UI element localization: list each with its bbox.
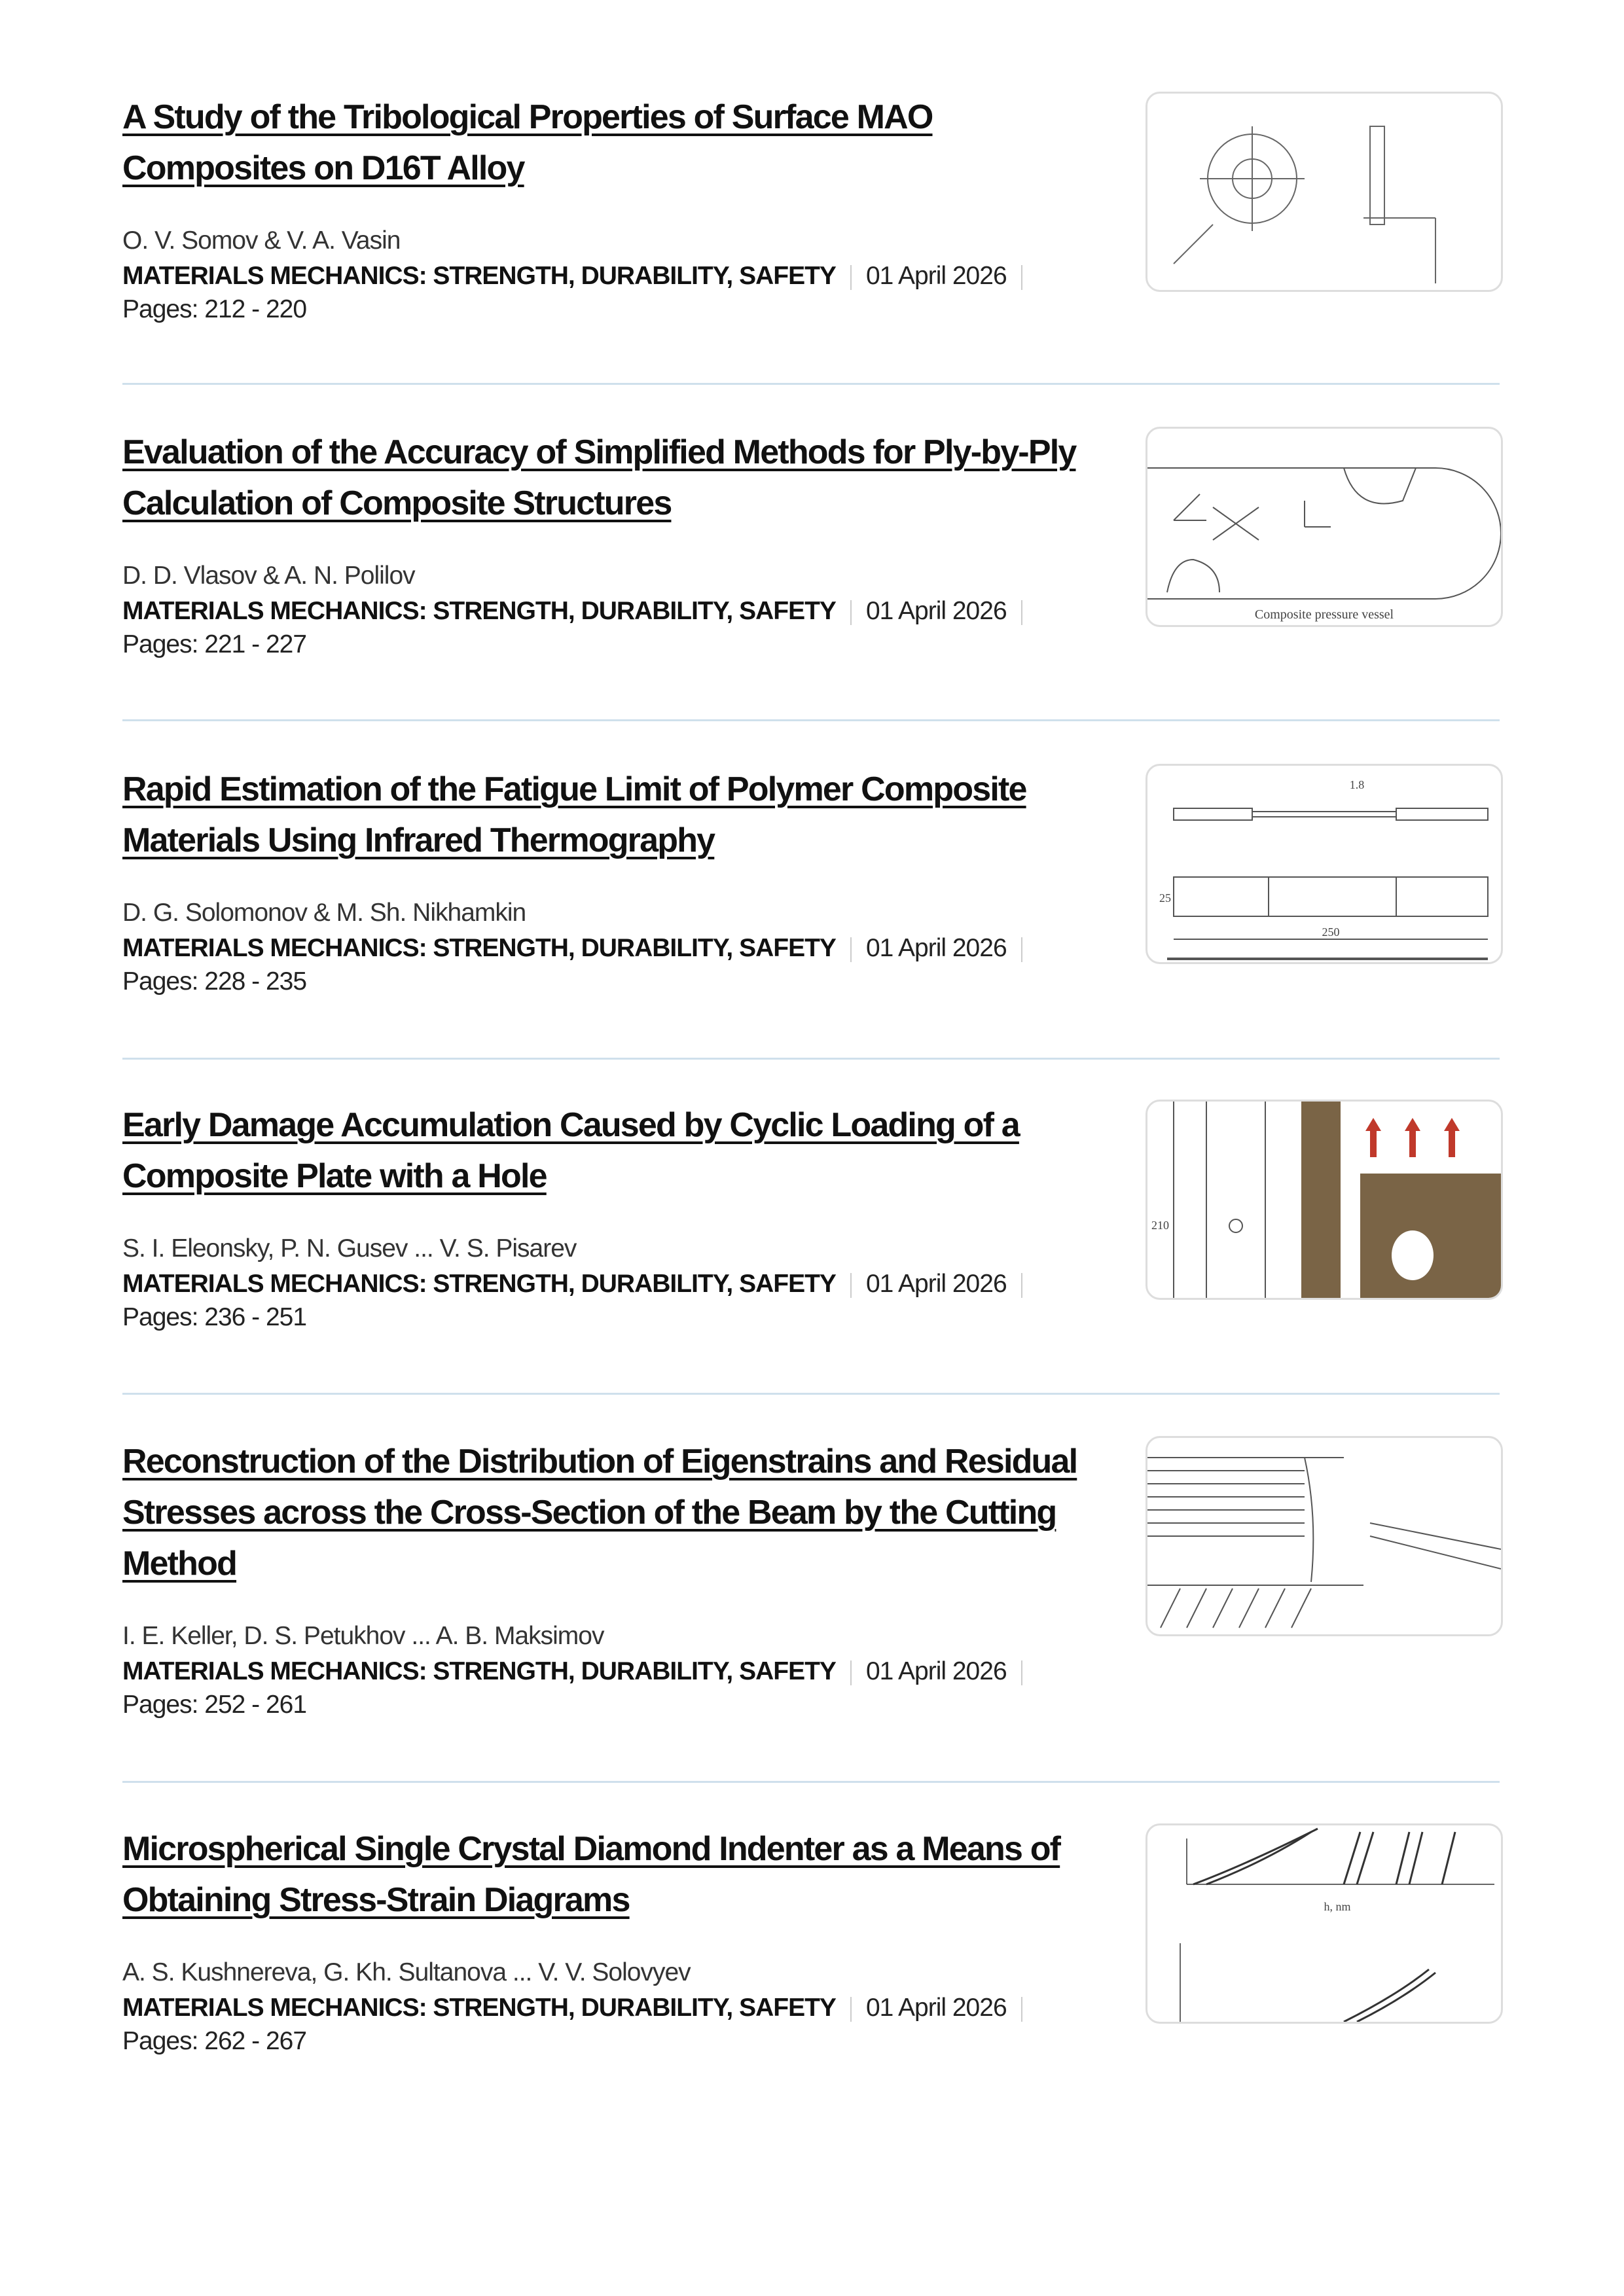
article-thumbnail[interactable] [1146,764,1503,964]
figure-caption: Composite pressure vessel [1254,607,1394,622]
publish-date: 01 April 2026 [865,262,1007,290]
article-authors: A. S. Kushnereva, G. Kh. Sultanova ... V. V. Solovyev [122,1958,691,1986]
ring-drawing-figure [1147,94,1501,290]
specimen-drawing-figure [1147,766,1501,962]
separator [1021,1660,1022,1685]
beam-cutting-figure [1147,1438,1501,1634]
separator [850,937,852,962]
journal-name: MATERIALS MECHANICS: STRENGTH, DURABILITY, SAFETY [122,597,836,625]
separator [1021,265,1022,290]
article-authors: D. D. Vlasov & A. N. Polilov [122,562,415,590]
dimension-label: 25 [1159,891,1171,905]
plate-with-hole-figure [1147,1102,1501,1298]
article-title-link[interactable]: Reconstruction of the Distribution of Eigenstrains and Residual Stresses across the Cross-Section of the Beam by the Cutting Method [122,1443,1077,1583]
page-range: Pages: 221 - 227 [122,630,307,658]
pressure-vessel-figure [1147,429,1501,625]
journal-name: MATERIALS MECHANICS: STRENGTH, DURABILITY, SAFETY [122,934,836,962]
page-range: Pages: 228 - 235 [122,967,307,996]
article-title-link[interactable]: Evaluation of the Accuracy of Simplified Methods for Ply-by-Ply Calculation of Composite Structures [122,433,1076,522]
article-authors: S. I. Eleonsky, P. N. Gusev ... V. S. Pisarev [122,1234,577,1263]
article-thumbnail[interactable] [1146,427,1503,627]
separator [1021,600,1022,625]
page-range: Pages: 212 - 220 [122,295,307,323]
separator [1021,1997,1022,2022]
divider [122,719,1500,721]
article-title-link[interactable]: Rapid Estimation of the Fatigue Limit of Polymer Composite Materials Using Infrared Thermography [122,770,1026,859]
divider [122,1393,1500,1395]
journal-name: MATERIALS MECHANICS: STRENGTH, DURABILITY, SAFETY [122,262,836,290]
separator [850,1660,852,1685]
axis-label: h, nm [1324,1900,1351,1913]
article-title-link[interactable]: A Study of the Tribological Properties of Surface MAO Composites on D16T Alloy [122,98,933,187]
page-range: Pages: 252 - 261 [122,1691,307,1719]
article-authors: I. E. Keller, D. S. Petukhov ... A. B. Maksimov [122,1622,604,1650]
dimension-label: 250 [1322,925,1340,939]
separator [1021,937,1022,962]
article-authors: D. G. Solomonov & M. Sh. Nikhamkin [122,899,526,927]
divider [122,1781,1500,1783]
divider [122,1058,1500,1060]
publish-date: 01 April 2026 [865,934,1007,962]
article-authors: O. V. Somov & V. A. Vasin [122,226,401,255]
article-thumbnail[interactable] [1146,92,1503,292]
separator [850,600,852,625]
page-range: Pages: 262 - 267 [122,2027,307,2055]
publish-date: 01 April 2026 [865,1657,1007,1685]
article-thumbnail[interactable] [1146,1100,1503,1300]
publish-date: 01 April 2026 [865,597,1007,625]
publish-date: 01 April 2026 [865,1994,1007,2022]
article-title-link[interactable]: Microspherical Single Crystal Diamond Indenter as a Means of Obtaining Stress-Strain Diagrams [122,1830,1060,1919]
journal-name: MATERIALS MECHANICS: STRENGTH, DURABILITY, SAFETY [122,1657,836,1685]
separator [850,265,852,290]
journal-name: MATERIALS MECHANICS: STRENGTH, DURABILITY, SAFETY [122,1270,836,1298]
journal-name: MATERIALS MECHANICS: STRENGTH, DURABILITY, SAFETY [122,1994,836,2022]
publish-date: 01 April 2026 [865,1270,1007,1298]
separator [1021,1273,1022,1298]
separator [850,1997,852,2022]
dimension-label: 210 [1151,1219,1169,1232]
divider [122,383,1500,385]
load-displacement-plot-figure [1147,1825,1501,2022]
page-range: Pages: 236 - 251 [122,1303,307,1331]
article-thumbnail[interactable] [1146,1823,1503,2024]
separator [850,1273,852,1298]
dimension-label: 1.8 [1349,778,1365,791]
article-thumbnail[interactable] [1146,1436,1503,1636]
article-title-link[interactable]: Early Damage Accumulation Caused by Cyclic Loading of a Composite Plate with a Hole [122,1106,1019,1195]
